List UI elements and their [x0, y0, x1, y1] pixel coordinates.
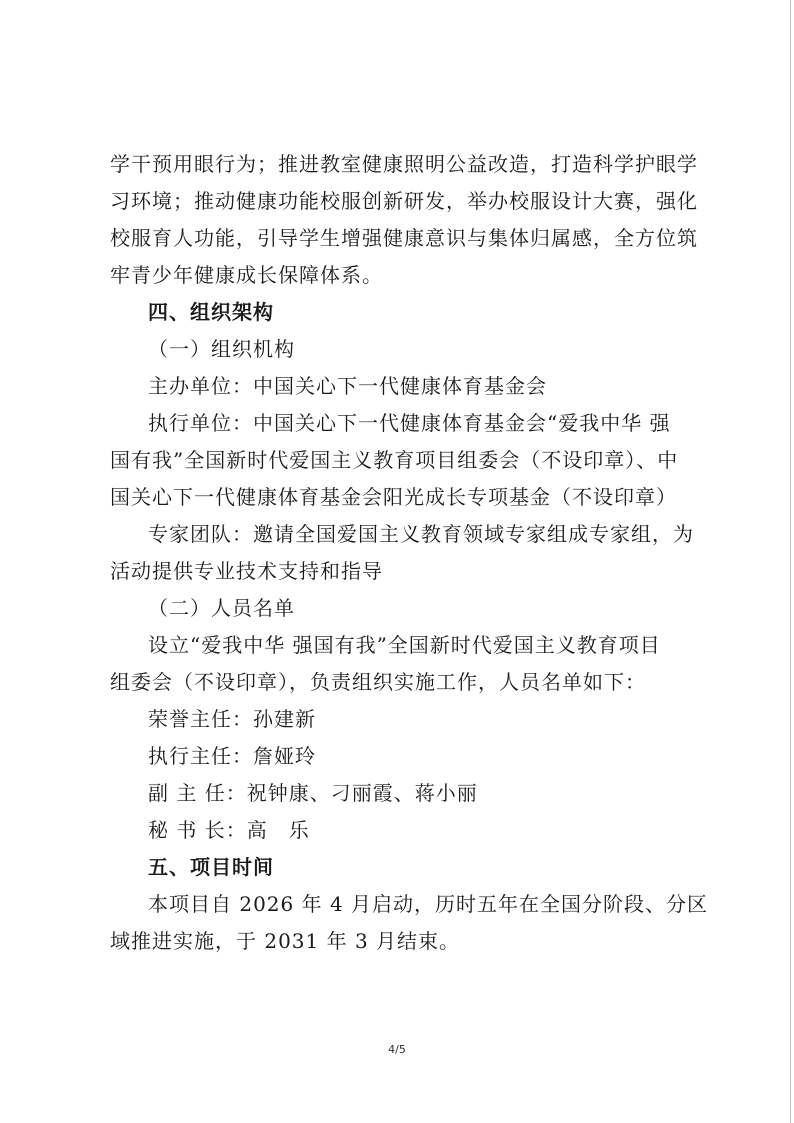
- paragraph-line: 组委会（不设印章），负责组织实施工作，人员名单如下：: [110, 670, 646, 694]
- paragraph-line: 设立“爱我中华 强国有我”全国新时代爱国主义教育项目: [148, 633, 661, 657]
- subsection-heading-organization-body: （一）组织机构: [148, 337, 295, 361]
- paragraph-line: 执行单位：中国关心下一代健康体育基金会“爱我中华 强: [148, 411, 671, 435]
- paragraph-line: 国关心下一代健康体育基金会阳光成长专项基金（不设印章）: [110, 485, 677, 509]
- paragraph-line: 国有我”全国新时代爱国主义教育项目组委会（不设印章）、中: [110, 448, 679, 472]
- paragraph-line: 活动提供专业技术支持和指导: [110, 559, 383, 583]
- section-heading-organization: 四、组织架构: [148, 300, 274, 324]
- paragraph-line: 学干预用眼行为；推进教室健康照明公益改造，打造科学护眼学: [110, 152, 698, 176]
- personnel-entry: 执行主任：詹娅玲: [148, 744, 316, 768]
- page-edge-line: [790, 0, 791, 1123]
- paragraph-line: 域推进实施，于 2031 年 3 月结束。: [110, 929, 461, 953]
- paragraph-line: 本项目自 2026 年 4 月启动，历时五年在全国分阶段、分区: [148, 892, 709, 916]
- personnel-entry: 秘 书 长：高 乐: [148, 818, 310, 842]
- paragraph-line: 主办单位：中国关心下一代健康体育基金会: [148, 374, 547, 398]
- paragraph-line: 专家团队：邀请全国爱国主义教育领域专家组成专家组，为: [148, 522, 694, 546]
- page-number: 4/5: [388, 1043, 406, 1056]
- paragraph-line: 牢青少年健康成长保障体系。: [110, 263, 383, 287]
- subsection-heading-personnel: （二）人员名单: [148, 596, 295, 620]
- personnel-entry: 副 主 任：祝钟康、刁丽霞、蒋小丽: [148, 781, 478, 805]
- personnel-entry: 荣誉主任：孙建新: [148, 707, 316, 731]
- paragraph-line: 习环境；推动健康功能校服创新研发，举办校服设计大赛，强化: [110, 189, 698, 213]
- section-heading-project-time: 五、项目时间: [148, 855, 274, 879]
- document-body: [110, 146, 709, 960]
- paragraph-line: 校服育人功能，引导学生增强健康意识与集体归属感，全方位筑: [110, 226, 698, 250]
